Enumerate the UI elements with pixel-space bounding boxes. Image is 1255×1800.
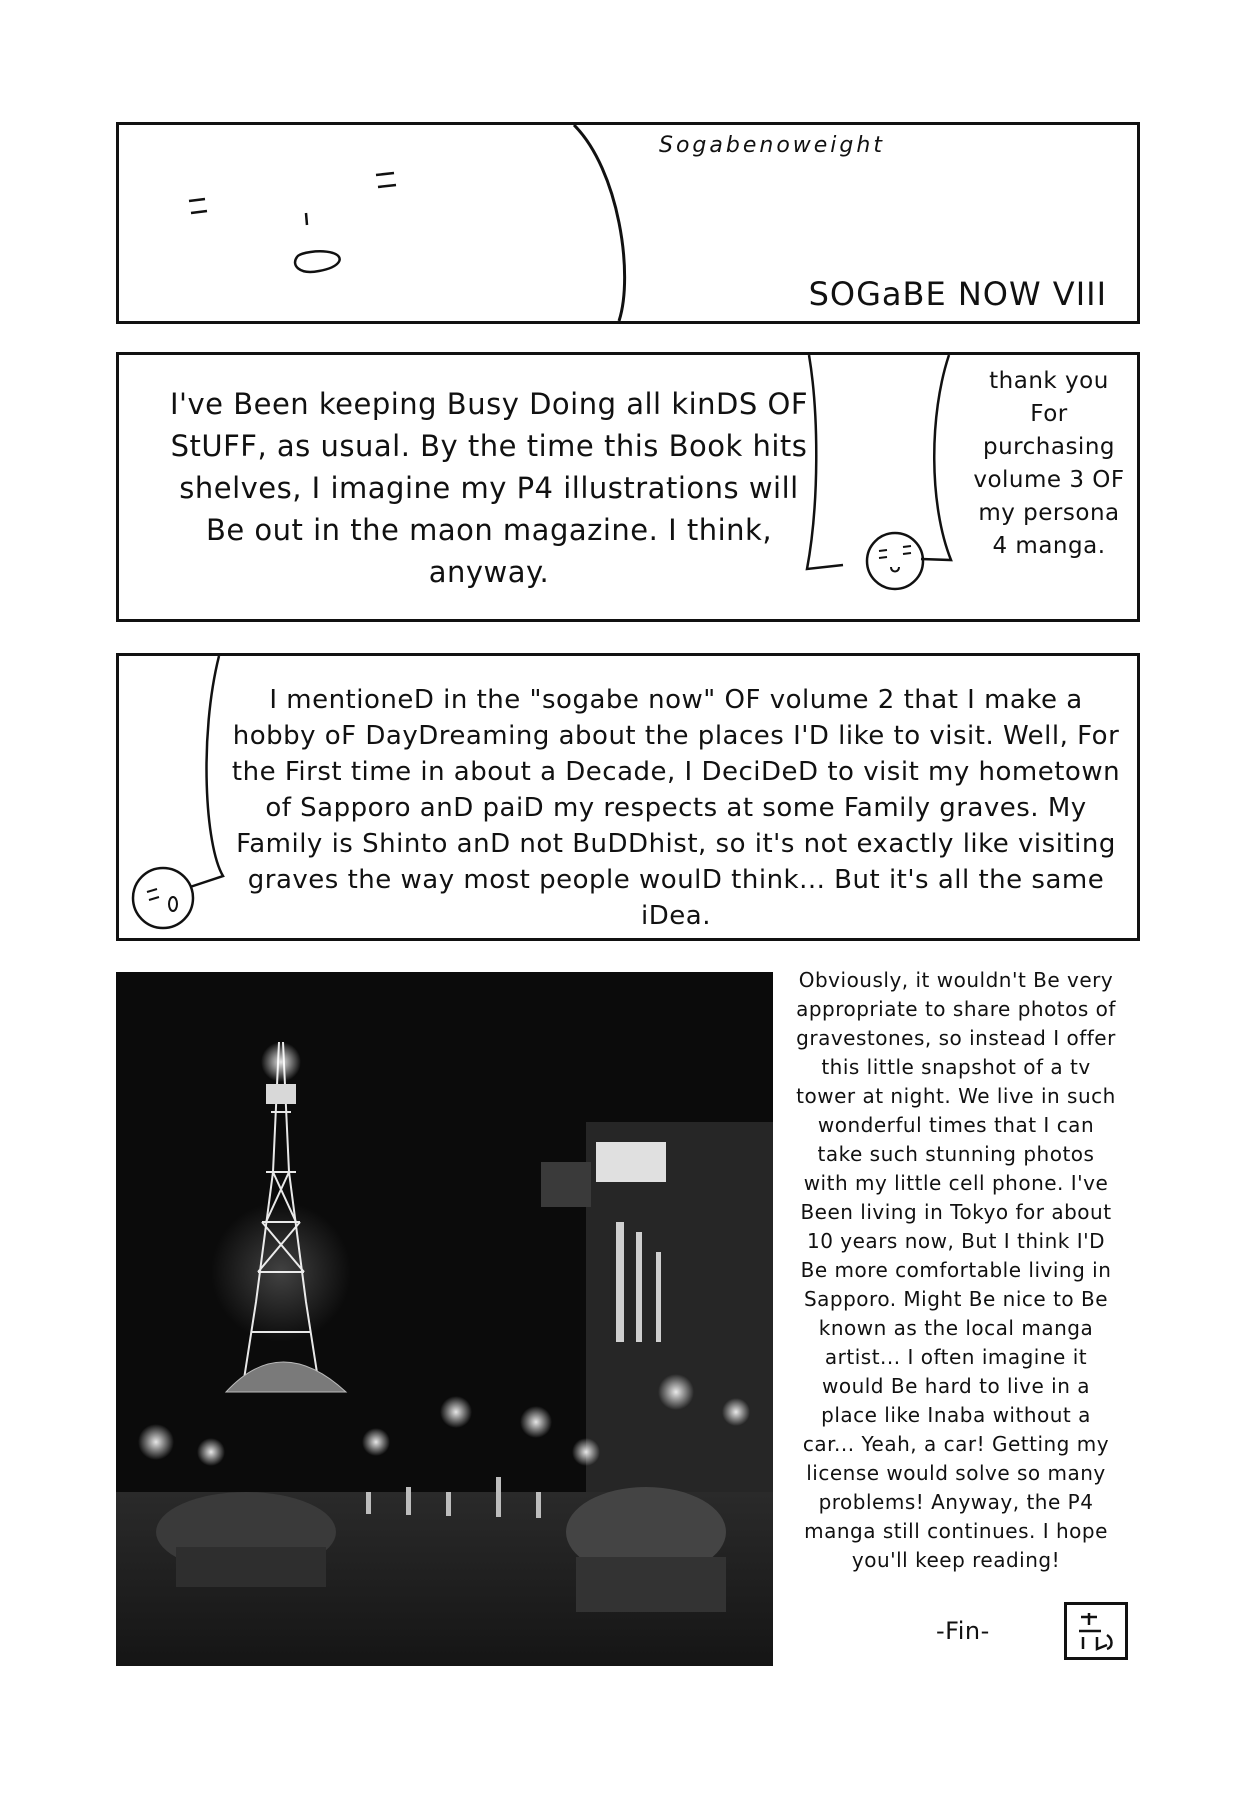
fin-text: -Fin- (936, 1617, 990, 1645)
panel-sapporo-trip (116, 653, 1140, 941)
page-title: SOGaBE NOW VIII (808, 275, 1107, 313)
photo-illustration (116, 972, 773, 1666)
panel-sogabe-now-title (116, 122, 1140, 324)
tv-tower-photo (116, 972, 773, 1666)
panel-update-message (116, 352, 1140, 622)
speech-text: I've Been keeping Busy Doing all kinDS OF StUFF, as usual. By the time this Book hits shelves, I imagine my P4 illustrations will Be out in the maon magazine. I think, anyway. (169, 387, 809, 589)
header-scribble: Sogabenoweight (659, 133, 885, 158)
thank-you-note: thank you For purchasing volume 3 OF my persona 4 manga. (973, 368, 1125, 559)
photo-caption: Obviously, it wouldn't Be very appropriate to share photos of gravestones, so instead I offer this little snapshot of a tv tower at night. We live in such wonderful times that I can take such stunning photos with my little cell phone. I've Been living in Tokyo for about 10 years now, But I think I'D Be more comfortable living in Sapporo. Might Be nice to Be known as the local manga artist... I often imagine it would Be hard to live in a place like Inaba without a car... Yeah, a car! Getting my license would solve so many problems! Anyway, the P4 manga still continues. I hope you'll keep reading! (796, 968, 1116, 1572)
speech-text: I mentioneD in the "sogabe now" OF volume 2 that I make a hobby oF DayDreaming about the places I'D like to visit. Well, For the First time in about a Decade, I DeciDeD to visit my hometown of Sapporo anD paiD my respects at some Family graves. My Family is Shinto anD not BuDDhist, so it's not exactly like visiting graves the way most people woulD think... But it's all the same iDea. (231, 685, 1121, 931)
author-hanko-stamp (1064, 1602, 1128, 1660)
